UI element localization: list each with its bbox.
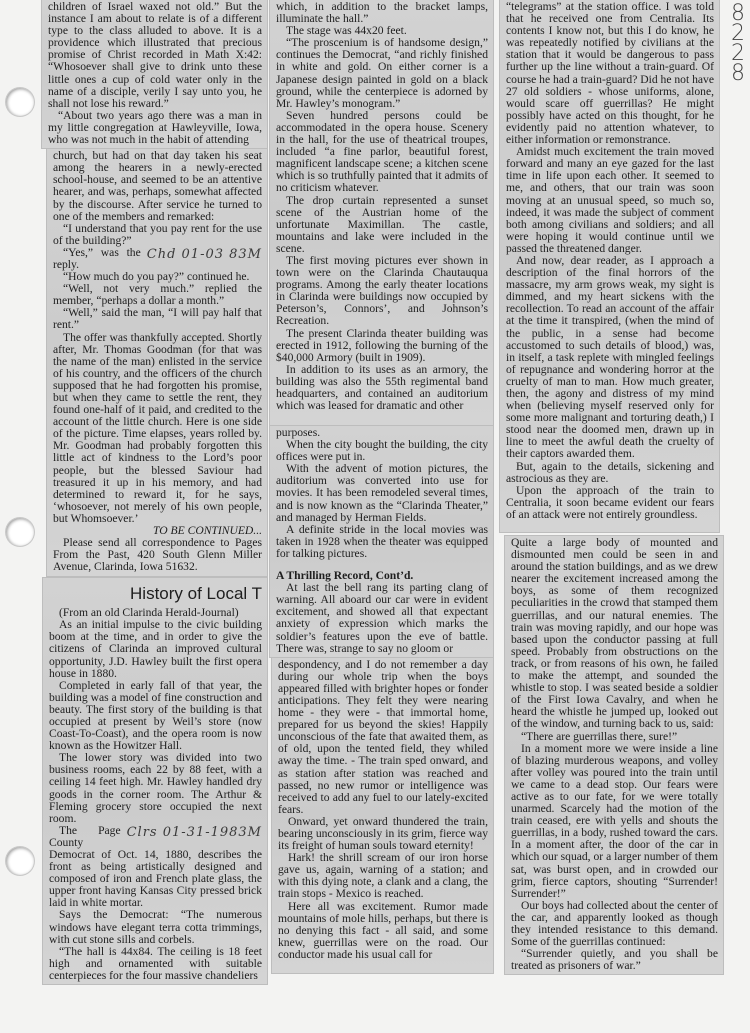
paragraph: “Yes,” was the reply. — [53, 245, 141, 271]
continued-note: TO BE CONTINUED... — [153, 524, 262, 538]
clipping-thrilling-record-centralia — [500, 0, 719, 532]
paragraph: Hark! the shrill scream of our iron horse gave us, again, warning of a station; and with this dying note, a clank and a clang, the train stops - Mexico is reached. — [278, 851, 488, 901]
paragraph: “Well,” said the man, “I will pay half that rent.” — [53, 306, 262, 332]
paragraph: And now, dear reader, as I approach a description of the final horrors of the massacre, my arm grows weak, my sight is dimmed, and my heart sickens with the recollection. To read an account of the affair at the time it transpired, (when the mind of the public, in a sense had become accustomed to such details of blood,) was, in itself, a task replete with mingled feelings of repugnance and wondering horror at the cruelty of man to man. How much greater, then, the agony and distress of my mind when (believing myself reserved only for some more malignant and torturing death,) I stood near the doomed men, drawn up in line to meet the awful death the cruelty of their captors awarded them. — [506, 253, 714, 461]
paragraph: The present Clarinda theater building was erected in 1912, following the burning of the $40,000 Armory (built in 1909). — [276, 326, 488, 364]
clipping-sermon-part-1 — [42, 0, 267, 148]
handwritten-date-annotation: Chd 01-03 83M — [146, 246, 262, 262]
headline: History of Local T — [130, 584, 262, 604]
paragraph: Quite a large body of mounted and dismounted men could be seen in and around the station buildings, and as we drew nearer the excitement increased among the boys, as some of them recognized peculiarities in the crowd that stamped them guerrillas, and our natural enemies. The train was moving rapidly, and our hope was based upon the conductor passing at full speed. Probably from obstructions on the track, or from reasons of his own, he failed to make the attempt, and sounded the whistle to stop. I was seated beside a soldier of the First Iowa Cavalry, and when he heard the whistle he jumped up, looked out of the window, and turning back to us, said: — [511, 536, 718, 731]
column-left — [42, 0, 267, 985]
paragraph: The lower story was divided into two business rooms, each 22 by 88 feet, with a ceiling 14 feet high. Mr. Hawley handled dry goods in the corner room. The Arthur & Fleming grocery store occupied the next room. — [49, 751, 262, 825]
clipping-theater-history-continued — [270, 0, 493, 425]
paragraph: Amidst much excitement the train moved forward and many an eye gazed for the last time in life upon each other. It seemed to me, and others, that our train was soon moving at an unusual speed, so much so, indeed, it was made the subject of comment both among civilians and soldiers; and all were hoping it would continue until we passed the threatened danger. — [506, 145, 714, 255]
clipping-thrilling-record-train — [272, 658, 493, 973]
paragraph: Says the Democrat: “The numerous windows have elegant terra cotta trimmings, with cut stone sills and corbels. — [49, 908, 262, 946]
paragraph: “Surrender quietly, and you shall be treated as prisoners of war.” — [511, 947, 718, 973]
clipping-thrilling-record-guerrillas — [505, 536, 723, 974]
paragraph: Seven hundred persons could be accommodated in the opera house. Scenery in the hall, for the use of theatrical troupes, included “a fine parlor, beautiful forest, magnificent landscape scene; a kitchen scene which is so truthfully painted that it admits of no criticism whatever. — [276, 108, 488, 195]
handwritten-page-number: 8228 — [731, 1, 745, 86]
paragraph: “The proscenium is of handsome design,” continues the Democrat, “and richly finished in white and gold. On either corner is a Japanese design painted in gold on a black ground, while the centerpiece is adorned by Mr. Hawley’s monogram.” — [276, 36, 488, 110]
paragraph: “telegrams” at the station office. I was told that he received one from Centralia. Its contents I know not, but this I do know, he was repeatedly notified by civilians at the station that it would be dangerous to pass further up the line without a train-guard. Of course he had a train-guard? Did he not have 27 old soldiers - whose uniforms, alone, would scare off guerrillas? He might possibly have acted on this thought, for he evidently paid no attention whatever, to either information or remonstrance. — [506, 0, 714, 147]
paragraph: The Page County Democrat of Oct. 14, 1880, describes the front as being artistically designed and composed of iron and French plate glass, the upper front having Kansas City pressed brick laid in white mortar. — [49, 823, 262, 910]
paragraph: But, again to the details, sickening and astrocious as they are. — [506, 459, 714, 485]
paragraph: “How much do you pay?” continued he. — [63, 270, 250, 284]
paragraph: Completed in early fall of that year, the building was a model of fine construction and beauty. The first story of the building is that occupied at present by Weil’s store (now Coast-To-Coast), and the opera room is now known as the Howitzer Hall. — [49, 678, 262, 753]
paragraph: At last the bell rang its parting clang of warning. All aboard our car were in evident excitement, and showed all that expectant anxiety of expression which marks the soldier’s features upon the eve of battle. There was, strange to say no gloom or — [276, 581, 488, 655]
paragraph: church, but had on that day taken his seat among the hearers in a newly-erected school-house, and seemed to be an attentive hearer, and was, perhaps, somewhat affected by the discourse. After service he turned to one of the members and remarked: — [53, 149, 262, 223]
paragraph: purposes. — [276, 426, 321, 439]
punch-hole — [6, 518, 34, 546]
paragraph: Our boys had collected about the center of the car, and apparently looked as though they intended resistance to this demand. Some of the guerrillas continued: — [511, 898, 718, 949]
punch-hole — [6, 847, 34, 875]
paragraph: (From an old Clarinda Herald-Journal) — [59, 606, 239, 620]
paragraph: As an initial impulse to the civic building boom at the time, and in order to give the citizens of Clarinda an improved cultural opportunity, J.D. Hawley built the first opera house in 1880. — [49, 618, 262, 680]
clipping-thrilling-record-start — [270, 426, 493, 657]
paragraph: “Well, not very much.” replied the member, “perhaps a dollar a month.” — [53, 282, 262, 308]
paragraph: “There are guerrillas there, sure!” — [521, 729, 678, 743]
paragraph: “I understand that you pay rent for the use of the building?” — [53, 221, 262, 247]
paragraph: Please send all correspondence to Pages From the Past, 420 South Glenn Miller Avenue, Clarinda, Iowa 51632. — [53, 536, 262, 574]
paragraph: The stage was 44x20 feet. — [286, 24, 407, 38]
paragraph: A definite stride in the local movies was taken in 1928 when the theater was equipped for talking pictures. — [276, 522, 488, 560]
paragraph: despondency, and I do not remember a day during our whole trip when the boys appeared filled with brighter hopes or fonder anticipations. They felt they were nearing home - they were - that immortal home, prepared for us beyond the skies! Happily unconscious of the fate that awaited them, as of old, upon the tented field, they whiled away the time. - The train sped onward, and as station after station was reached and passed, no new rumor or intelligence was received to add any fuel to our lately-excited fears. — [278, 657, 488, 816]
paragraph: The offer was thankfully accepted. Shortly after, Mr. Thomas Goodman (for that was the name of the man) enlisted in the service of his country, and the officers of the church supposed that he had forgotten his promise, but when they came to settle the rent, they found one-half of it paid, and credited to the account of the little church. Here is one side of the picture. Time elapses, years rolled by. Mr. Goodman had probably forgotten this little act of kindness to the Lord’s poor people, but the blessed Saviour had treasured it up in his memory, and had determined to reward it, for he says, ‘whosoever, not merely of his own people, but Whomsoever.’ — [53, 330, 262, 525]
paragraph: Here all was excitement. Rumor made mountains of mole hills, perhaps, but there is no denying this fact - all said, and some knew, guerrillas were on the road. Our conductor made his usual call for — [278, 899, 488, 961]
paragraph: In a moment more we were inside a line of blazing murderous weapons, and volley after volley was poured into the train until we came to a dead stop. Our fears were active as to our fate, for we were totally unarmed. Scarcely had the motion of the train ceased, ere with yells and shouts the guerrillas, in a body, rushed toward the cars. In a moment after, the door of the car in which our squad, or a larger number of them sat, was burst open, and in crowded our grim, fierce captors, shouting “Surrender! Surrender!” — [511, 741, 718, 900]
paragraph: Onward, yet onward thundered the train, bearing unconsciously in its grim, fierce way its freight of human souls toward eternity! — [278, 814, 488, 853]
paragraph: The first moving pictures ever shown in town were on the Clarinda Chautauqua programs. Among the early theater locations in Clarinda were buildings now occupied by Peterson’s, Connors’, and Johnson’s Recreation. — [276, 253, 488, 328]
paragraph: When the city bought the building, the city offices were put in. — [276, 438, 488, 464]
paragraph: The drop curtain represented a sunset scene of the Austrian home of the unfortunate Maximillan. The castle, mountains and lake were included in the scene. — [276, 193, 488, 255]
paragraph: “About two years ago there was a man in my little congregation at Hawleyville, Iowa, who was not much in the habit of attending — [48, 108, 262, 147]
handwritten-date-annotation: Clrs 01-31-1983M — [126, 824, 262, 840]
paragraph: “The hall is 44x84. The ceiling is 18 feet high and ornamented with suitable centerpieces for the four massive chandeliers — [49, 944, 262, 982]
paragraph: which, in addition to the bracket lamps, illuminate the hall.” — [276, 0, 488, 26]
clipping-sermon-part-2 — [47, 149, 267, 576]
punch-hole — [6, 88, 34, 116]
column-middle — [270, 0, 493, 974]
paragraph: Upon the approach of the train to Centralia, it soon became evident our fears of an attack were not entirely groundless. — [506, 483, 714, 521]
subheading: A Thrilling Record, Cont’d. — [276, 569, 414, 583]
clipping-history-of-local-theater — [43, 578, 267, 984]
paragraph: With the advent of motion pictures, the auditorium was converted into use for movies. It has been remodeled several times, and is now known as the “Clarinda Theater,” and managed by Herman Fields. — [276, 462, 488, 524]
paragraph: In addition to its uses as an armory, the building was also the 55th regimental band headquarters, and contained an auditorium which was leased for dramatic and other — [276, 362, 488, 413]
paragraph: children of Israel waxed not old.” But the instance I am about to relate is of a different type to the class alluded to above. It is a providence which illustrated that precious promise of Christ recorded in Math X:42: “Whosoever shall give to drink unto these little ones a cup of cold water only in the name of a disciple, verily I say unto you, he shall not lose his reward.” — [48, 0, 262, 110]
column-right — [500, 0, 723, 975]
